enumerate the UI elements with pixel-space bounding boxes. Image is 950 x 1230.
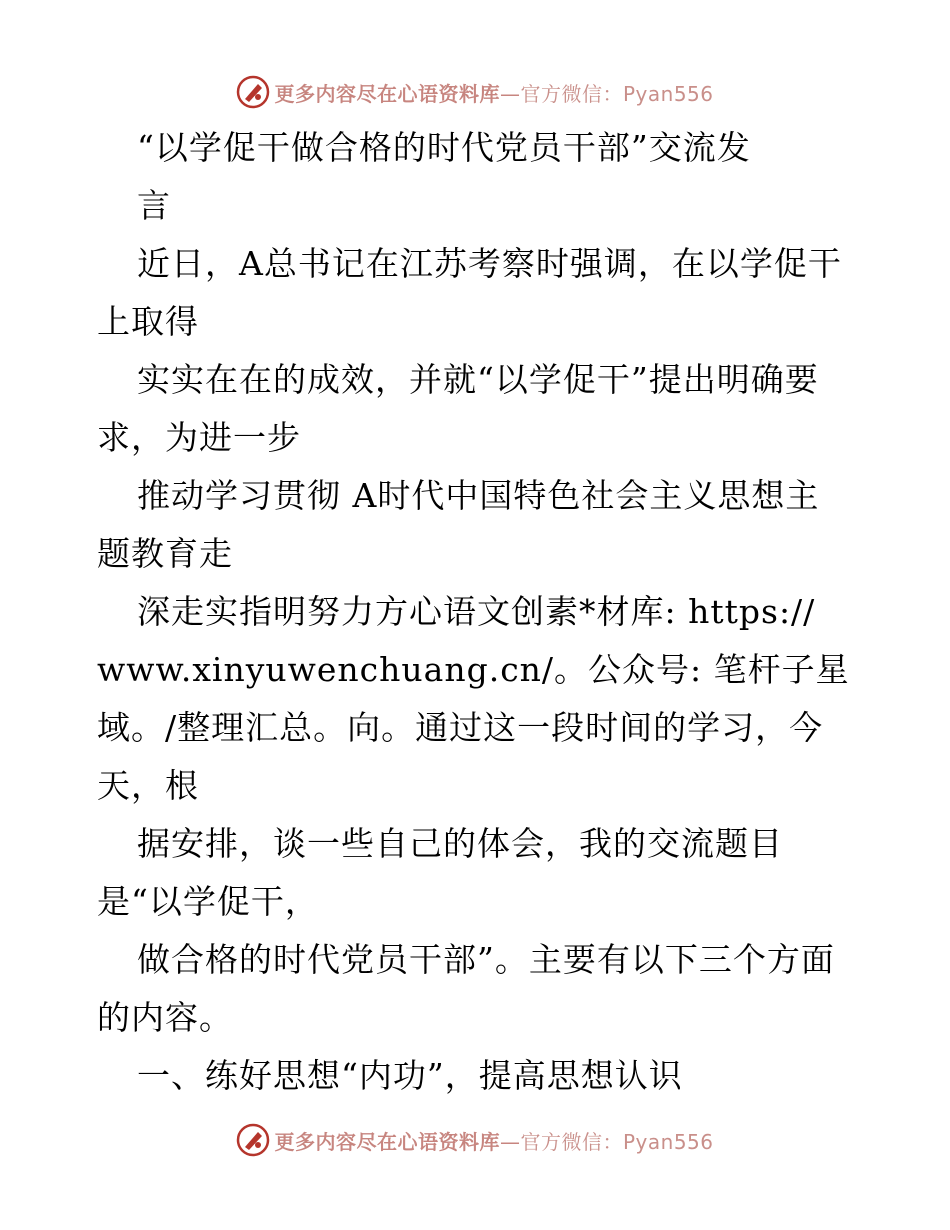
doc-line-7: 推动学习贯彻 A时代中国特色社会主义思想主 (137, 476, 820, 515)
pen-logo-icon (236, 1123, 270, 1157)
header-wechat-label: 官方微信： (520, 81, 623, 106)
doc-line-16: 的内容。 (97, 998, 233, 1037)
doc-section-heading: 一、练好思想“内功”，提高思想认识 (137, 1056, 683, 1095)
footer-banner (0, 1120, 950, 1160)
doc-title-line-2: 言 (137, 186, 171, 225)
doc-title-line-1: “以学促干做合格的时代党员干部”交流发 (137, 128, 751, 167)
header-separator: — (499, 81, 521, 106)
header-banner-text (274, 78, 713, 107)
doc-line-5: 实实在在的成效，并就“以学促干”提出明确要 (137, 360, 819, 399)
doc-line-3: 近日，A总书记在江苏考察时强调，在以学促干 (137, 244, 842, 283)
doc-line-15: 做合格的时代党员干部”。主要有以下三个方面 (137, 940, 835, 979)
doc-line-14: 是“以学促干， (97, 882, 319, 921)
header-brand: 更多内容尽在心语资料库 (274, 81, 500, 106)
footer-wechat-label: 官方微信： (520, 1129, 623, 1154)
header-banner (0, 72, 950, 112)
doc-line-8: 题教育走 (97, 534, 233, 573)
header-wechat-id: Pyan556 (622, 81, 714, 106)
doc-line-9: 深走实指明努力方心语文创素*材库: https:// (137, 592, 816, 631)
footer-separator: — (499, 1129, 521, 1154)
footer-wechat-id: Pyan556 (622, 1129, 714, 1154)
doc-line-10: www.xinyuwenchuang.cn/。公众号: 笔杆子星 (97, 650, 850, 689)
doc-line-13: 据安排，谈一些自己的体会，我的交流题目 (137, 824, 783, 863)
doc-line-6: 求，为进一步 (97, 418, 301, 457)
footer-brand: 更多内容尽在心语资料库 (274, 1129, 500, 1154)
doc-line-4: 上取得 (97, 302, 199, 341)
pen-logo-icon (236, 75, 270, 109)
footer-banner-text (274, 1126, 713, 1155)
doc-line-11: 域。/整理汇总。向。通过这一段时间的学习，今 (97, 708, 824, 747)
doc-line-12: 天，根 (97, 766, 199, 805)
